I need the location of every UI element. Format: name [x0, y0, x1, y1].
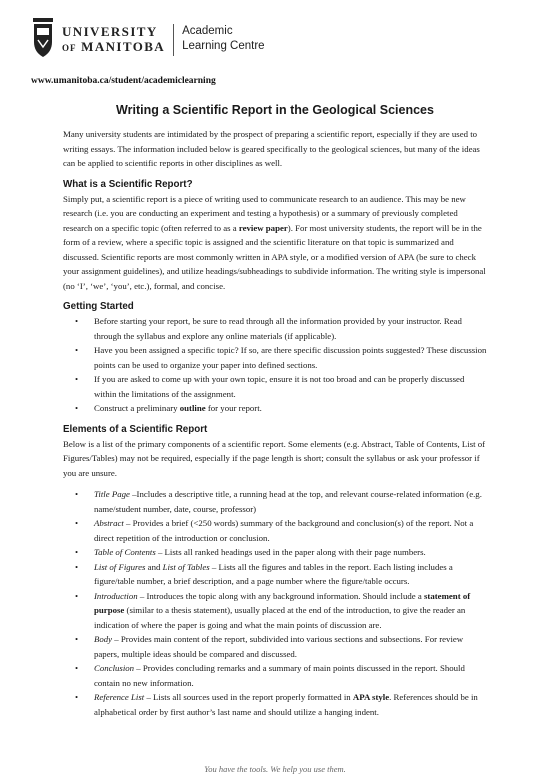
website-url: www.umanitoba.ca/student/academiclearning [31, 76, 216, 86]
centre-name [182, 24, 264, 54]
what-paragraph: Simply put, a scientific report is a piece of writing used to communicate research to an audience. This may be new research (i.e. you are conducting an experiment and testing a hypothesis) or a summary of previously completed research on a specific topic (often referred to as a review paper). For most university students, the report will be in the form of a review, where a specific topic is assigned and the scientific literature on that topic is summarized and discussed. Scientific reports are most commonly written in APA style, or a modified version of APA (be sure to check your assignment guidelines), and utilize headings/subheadings to subdivide information. The writing style is impersonal (no ‘I’, ‘we’, ‘you’, etc.), formal, and concise. [63, 193, 486, 291]
page-footer: You have the tools. We help you use them. [204, 764, 346, 774]
list-item: • Introduction – Introduces the topic along with any background information. Should include a statement of purpose (similar to a thesis statement), usually placed at the end of the introduction, to give the reader an indication of where the paper is going and what the main points of discussion are. [75, 590, 471, 630]
centre-line2: Learning Centre [182, 40, 265, 52]
elements-intro: Below is a list of the primary components of a scientific report. Some elements (e.g. Abstract, Table of Contents, List of Figures/Tables) may not be required, especially if the page length is short; consult the syllabus or ask your professor if you are unsure. [63, 438, 486, 478]
list-item: • Have you been assigned a specific topic? If so, are there specific discussion points suggested? These discussion points can be used to organize your paper into defined sections. [75, 345, 487, 370]
university-name [62, 24, 165, 56]
university-crest-icon [32, 16, 54, 60]
list-item: • Body – Provides main content of the report, subdivided into various sections and subsections. For review papers, multiple ideas should be compared and discussed. [75, 634, 464, 659]
list-item: • If you are asked to come up with your own topic, ensure it is not too broad and can be properly discussed within the limitations of the assignment. [75, 374, 465, 399]
elements-heading: Elements of a Scientific Report [63, 423, 208, 435]
list-item: • Abstract – Provides a brief (<250 words) summary of the background and conclusion(s) of the report. Not a direct repetition of the introduction or conclusion. [75, 518, 474, 543]
document-title: Writing a Scientific Report in the Geological Sciences [116, 103, 434, 117]
getting-started-heading: Getting Started [63, 301, 134, 312]
list-item: • List of Figures and List of Tables – Lists all the figures and tables in the report. Each listing includes a figure/table number, a brief description, and a page number where the figure/table occurs. [75, 561, 453, 586]
elements-list [75, 487, 487, 719]
what-heading: What is a Scientific Report? [63, 178, 193, 190]
university-of: OF [62, 43, 77, 53]
document-body [63, 127, 487, 719]
header-divider [173, 24, 174, 56]
centre-line1: Academic [182, 25, 233, 37]
list-item: • Construct a preliminary outline for your report. [75, 403, 262, 413]
intro-paragraph: Many university students are intimidated by the prospect of preparing a scientific report, especially if they are used to writing essays. The information included below is geared specifically to the geological sciences, but many of the ideas can be applied to scientific reports in other disciplines as well. [63, 129, 480, 168]
university-line1: UNIVERSITY [62, 24, 158, 39]
university-line2: MANITOBA [81, 39, 166, 54]
list-item: • Before starting your report, be sure to read through all the information provided by your instructor. Read through the syllabus and explore any online materials (if applicable). [75, 316, 462, 341]
list-item: • Reference List – Lists all sources used in the report properly formatted in APA style. References should be in alphabetical order by first author’s last name and should utilize a hanging indent. [75, 692, 478, 717]
list-item: • Conclusion – Provides concluding remarks and a summary of main points discussed in the report. Should contain no new information. [75, 663, 465, 688]
getting-started-list [75, 314, 487, 416]
list-item: • Table of Contents – Lists all ranked headings used in the paper along with their page numbers. [75, 547, 426, 557]
list-item: • Title Page –Includes a descriptive title, a running head at the top, and relevant course-related information (e.g. name/student number, date, course, professor) [75, 489, 482, 514]
